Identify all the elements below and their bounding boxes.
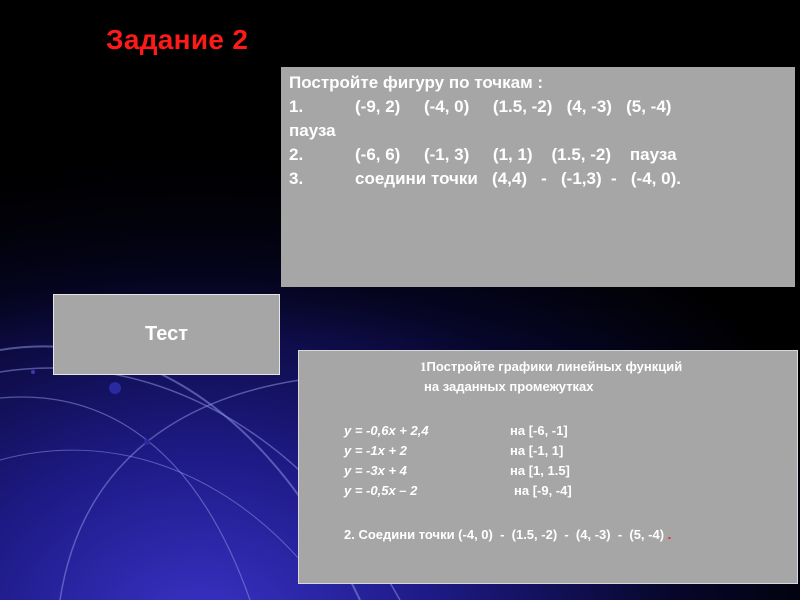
task-item: 2. (-6, 6) (-1, 3) (1, 1) (1.5, -2) пауза [289,145,677,164]
function-equation: y = -0,6x + 2,4 [344,423,429,438]
function-interval: на [-6, -1] [510,423,568,438]
function-equation: y = -1x + 2 [344,443,407,458]
task-item: 1. (-9, 2) (-4, 0) (1.5, -2) (4, -3) (5, -4) [289,97,672,116]
function-equation: y = -0,5x – 2 [344,483,418,498]
function-interval: на [1, 1.5] [510,463,570,478]
connect-points-task: 2. Соедини точки (-4, 0) - (1.5, -2) - (4, -3) - (5, -4) . [344,527,672,542]
test-panel [298,350,798,584]
test-heading-line2: на заданных промежутках [424,379,594,394]
function-interval: на [-1, 1] [510,443,564,458]
test-button-label: Тест [145,323,188,345]
function-interval: на [-9, -4] [514,483,572,498]
function-equation: y = -3x + 4 [344,463,407,478]
test-button[interactable] [53,294,280,375]
task-panel [281,67,795,287]
test-heading-line1: 1Постройте графики линейных функций [420,359,683,374]
task-item: 3. соедини точки (4,4) - (-1,3) - (-4, 0). [289,169,681,188]
page-title: Задание 2 [106,24,249,55]
task-heading: Постройте фигуру по точкам : [289,73,544,92]
task-item: пауза [289,121,336,140]
